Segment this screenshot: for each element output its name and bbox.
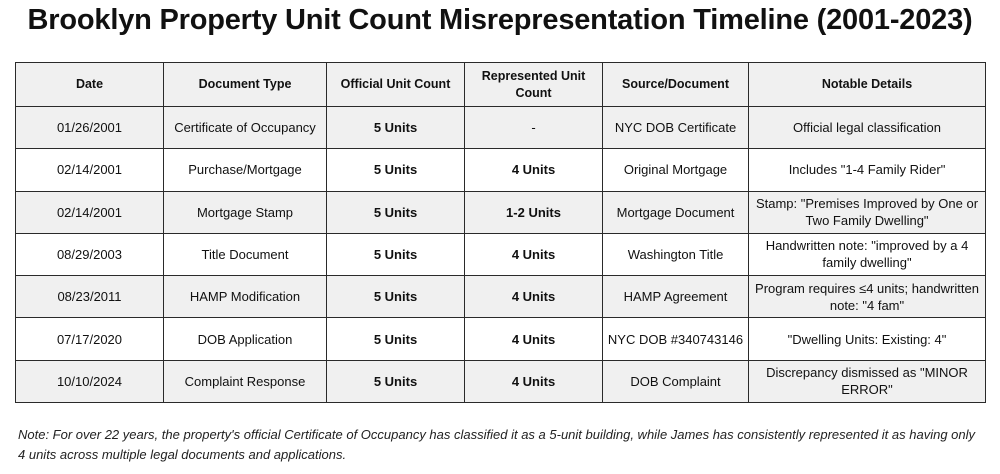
cell-date: 02/14/2001 [16, 149, 164, 191]
cell-notable-details: Official legal classification [749, 107, 986, 149]
cell-source-document: NYC DOB Certificate [603, 107, 749, 149]
cell-source-document: Washington Title [603, 233, 749, 275]
header-date: Date [16, 63, 164, 107]
header-represented-unit-count: Represented Unit Count [465, 63, 603, 107]
cell-document-type: HAMP Modification [164, 276, 327, 318]
table-row [16, 233, 986, 275]
table-header-row [16, 63, 986, 107]
timeline-table [15, 62, 986, 403]
cell-document-type: Title Document [164, 233, 327, 275]
table-row [16, 276, 986, 318]
cell-represented-unit-count: 4 Units [465, 360, 603, 402]
cell-notable-details: Discrepancy dismissed as "MINOR ERROR" [749, 360, 986, 402]
cell-document-type: Complaint Response [164, 360, 327, 402]
cell-notable-details: Program requires ≤4 units; handwritten note: "4 fam" [749, 276, 986, 318]
table-row [16, 318, 986, 360]
header-source-document: Source/Document [603, 63, 749, 107]
cell-date: 02/14/2001 [16, 191, 164, 233]
cell-source-document: HAMP Agreement [603, 276, 749, 318]
cell-official-unit-count: 5 Units [327, 107, 465, 149]
cell-represented-unit-count: 1-2 Units [465, 191, 603, 233]
cell-document-type: Mortgage Stamp [164, 191, 327, 233]
cell-notable-details: "Dwelling Units: Existing: 4" [749, 318, 986, 360]
cell-source-document: Mortgage Document [603, 191, 749, 233]
cell-date: 07/17/2020 [16, 318, 164, 360]
cell-date: 08/29/2003 [16, 233, 164, 275]
page-title: Brooklyn Property Unit Count Misrepresentation Timeline (2001-2023) [27, 4, 973, 36]
cell-document-type: Purchase/Mortgage [164, 149, 327, 191]
cell-official-unit-count: 5 Units [327, 276, 465, 318]
cell-notable-details: Stamp: "Premises Improved by One or Two Family Dwelling" [749, 191, 986, 233]
cell-document-type: Certificate of Occupancy [164, 107, 327, 149]
table-row [16, 360, 986, 402]
cell-date: 10/10/2024 [16, 360, 164, 402]
cell-represented-unit-count: 4 Units [465, 233, 603, 275]
cell-document-type: DOB Application [164, 318, 327, 360]
cell-source-document: DOB Complaint [603, 360, 749, 402]
cell-official-unit-count: 5 Units [327, 233, 465, 275]
cell-official-unit-count: 5 Units [327, 191, 465, 233]
cell-represented-unit-count: - [465, 107, 603, 149]
table-row [16, 107, 986, 149]
table-row [16, 149, 986, 191]
footnote: Note: For over 22 years, the property's official Certificate of Occupancy has classified it as a 5-unit building, while James has consistently represented it as having only 4 units across multiple legal documents and applications. [18, 427, 976, 462]
cell-source-document: NYC DOB #340743146 [603, 318, 749, 360]
cell-notable-details: Includes "1-4 Family Rider" [749, 149, 986, 191]
cell-official-unit-count: 5 Units [327, 318, 465, 360]
cell-date: 01/26/2001 [16, 107, 164, 149]
cell-date: 08/23/2011 [16, 276, 164, 318]
header-official-unit-count: Official Unit Count [327, 63, 465, 107]
cell-official-unit-count: 5 Units [327, 360, 465, 402]
cell-represented-unit-count: 4 Units [465, 149, 603, 191]
cell-represented-unit-count: 4 Units [465, 276, 603, 318]
header-notable-details: Notable Details [749, 63, 986, 107]
header-document-type: Document Type [164, 63, 327, 107]
cell-notable-details: Handwritten note: "improved by a 4 family dwelling" [749, 233, 986, 275]
cell-source-document: Original Mortgage [603, 149, 749, 191]
cell-represented-unit-count: 4 Units [465, 318, 603, 360]
cell-official-unit-count: 5 Units [327, 149, 465, 191]
table-row [16, 191, 986, 233]
